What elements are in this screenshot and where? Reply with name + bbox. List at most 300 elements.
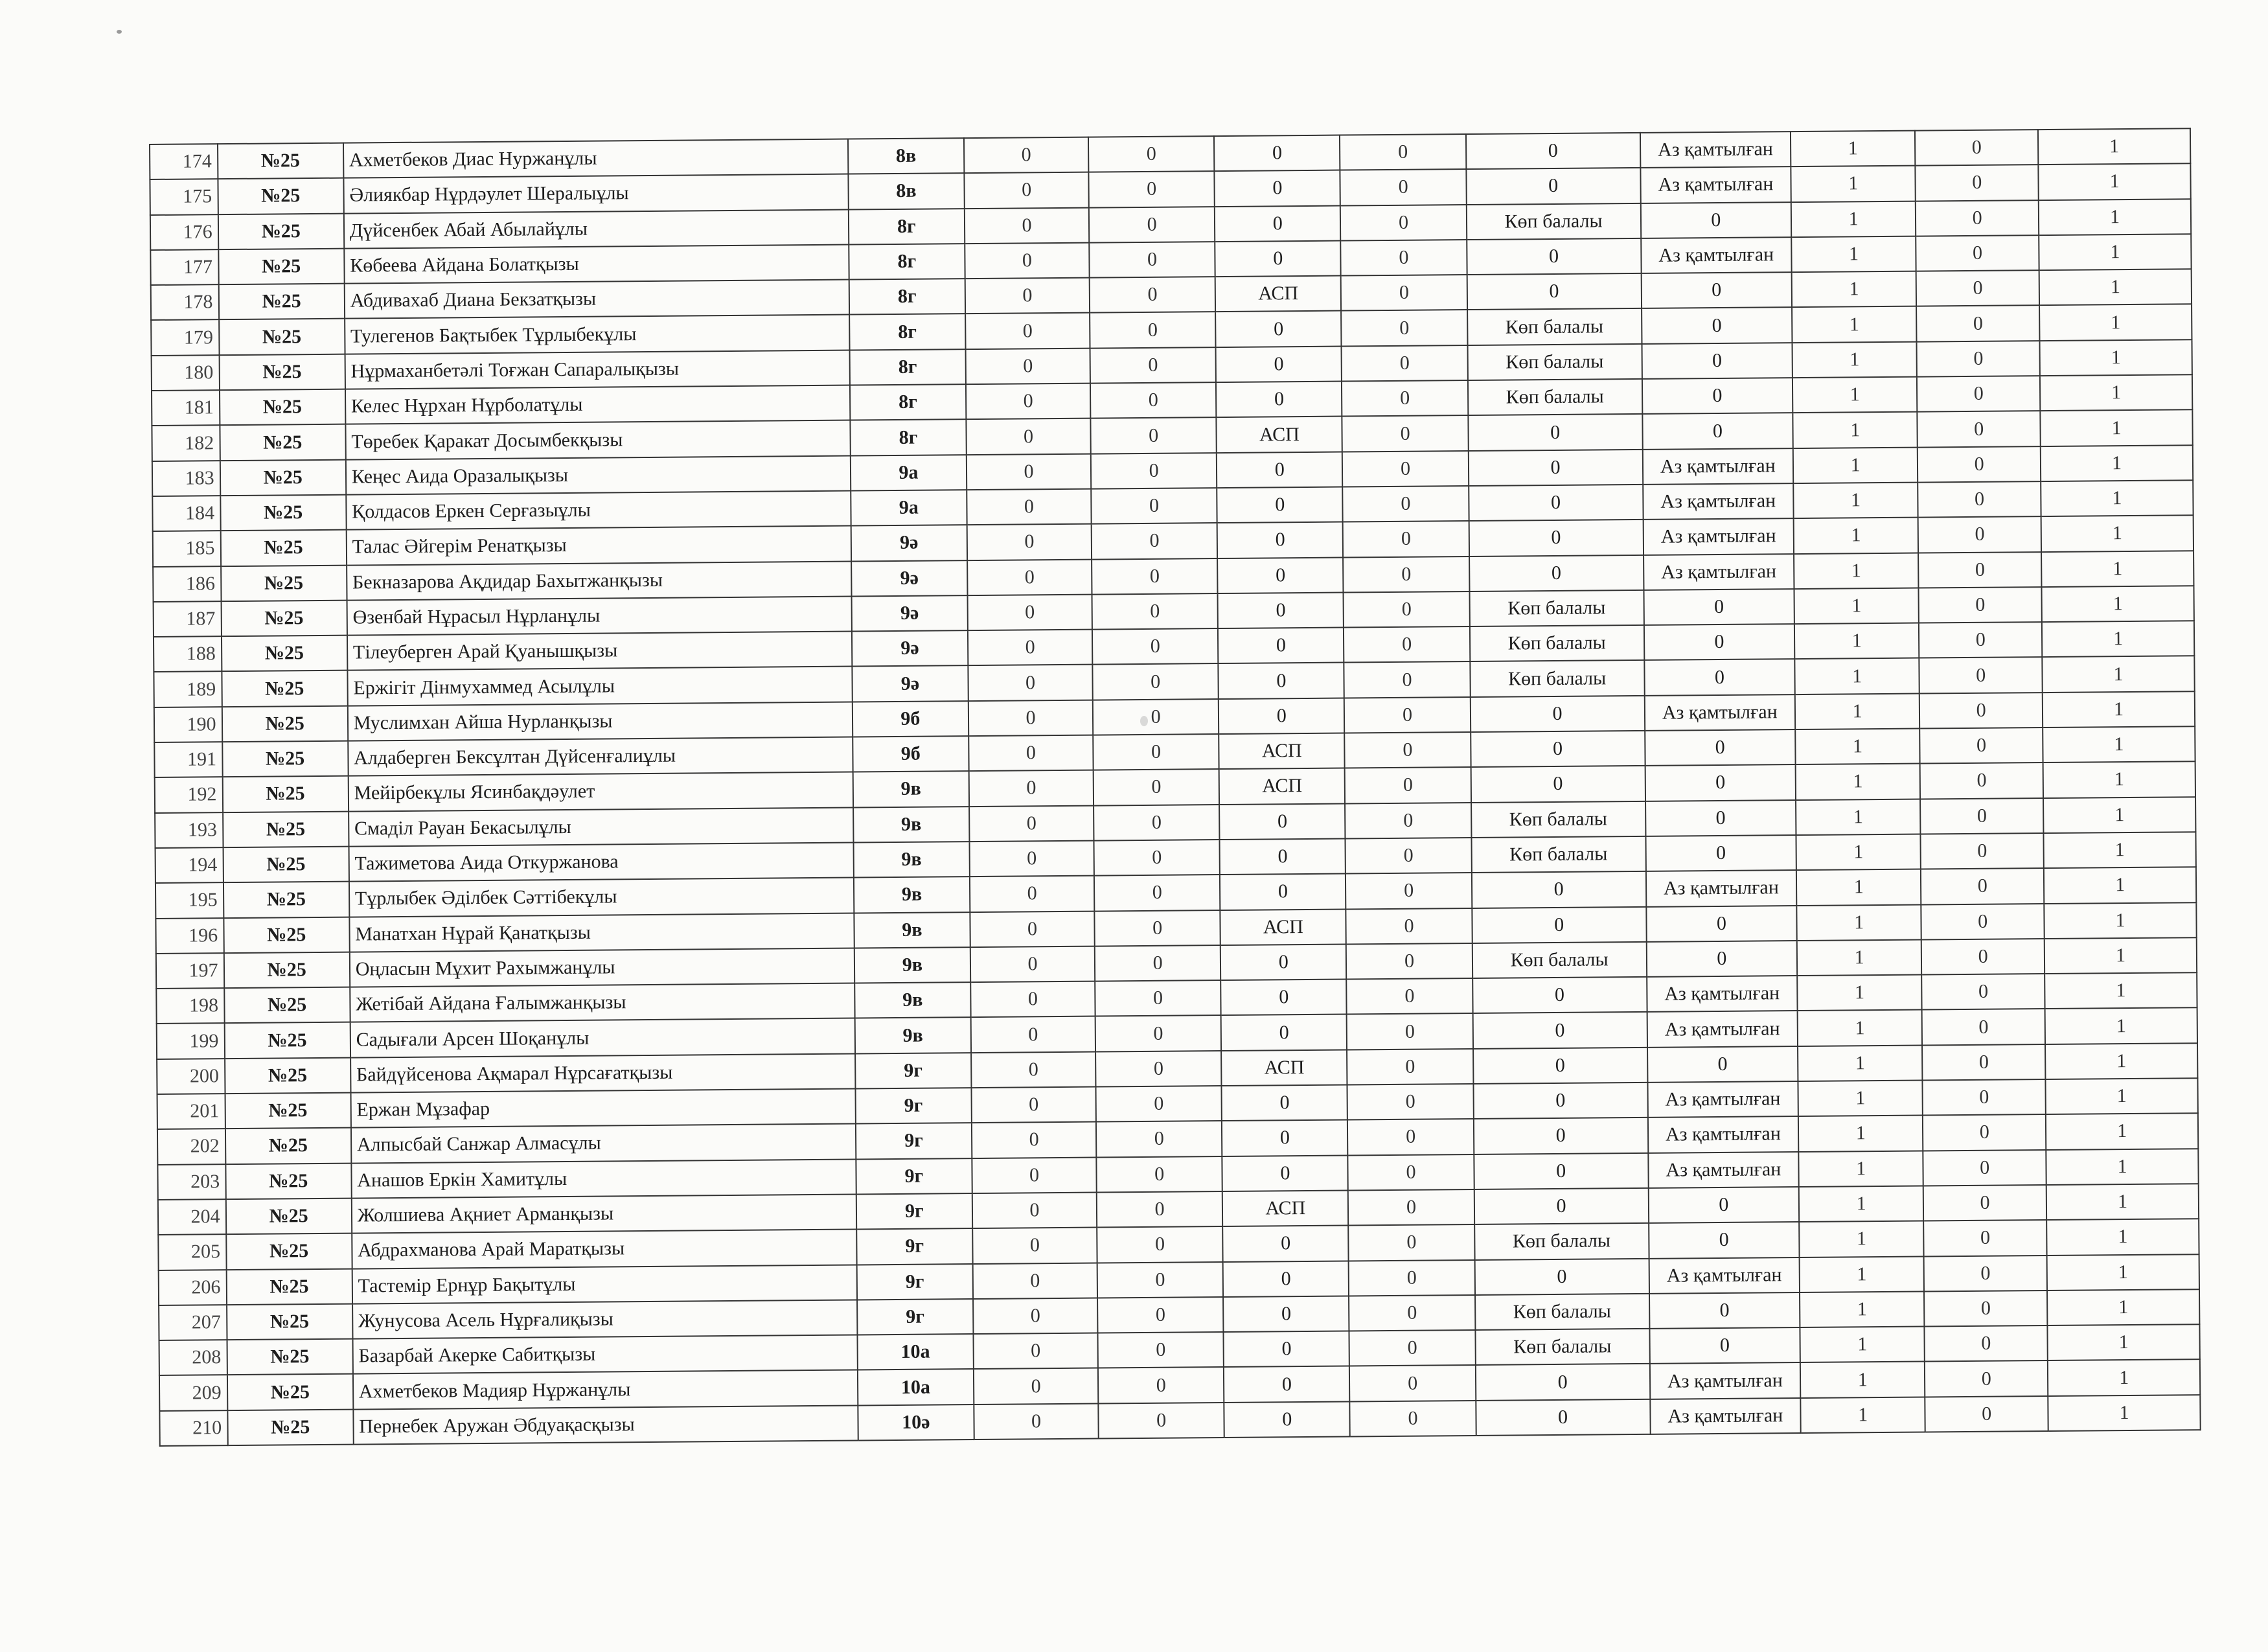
student-name-cell: Байдүйсенова Ақмарал Нұрсағатқызы <box>350 1053 855 1092</box>
student-name-cell: Пернебек Аружан Әбдуақасқызы <box>353 1405 858 1444</box>
category-cell: Көп балалы <box>1472 942 1646 978</box>
value-cell: АСП <box>1219 733 1345 770</box>
class-cell: 8г <box>850 419 967 455</box>
row-number-cell: 201 <box>157 1094 225 1129</box>
value-cell: 0 <box>1921 939 2045 975</box>
class-cell: 8г <box>849 314 966 350</box>
category-cell: 0 <box>1645 800 1796 836</box>
value-cell: 0 <box>1917 376 2040 412</box>
row-number-cell: 174 <box>150 144 218 179</box>
category-cell: 0 <box>1474 1188 1648 1224</box>
value-cell: 1 <box>1798 1045 1922 1081</box>
value-cell: 1 <box>1795 693 1919 729</box>
category-cell: 0 <box>1649 1327 1800 1364</box>
value-cell: 1 <box>1796 799 1920 835</box>
value-cell: 1 <box>1794 553 1918 589</box>
value-cell: 0 <box>970 911 1094 947</box>
student-name-cell: Жетібай Айдана Ғалымжанқызы <box>350 983 854 1022</box>
student-roster-table <box>149 128 2201 1447</box>
category-cell: 0 <box>1466 133 1640 169</box>
value-cell: 0 <box>1916 306 2039 342</box>
value-cell: 0 <box>1923 1114 2046 1151</box>
category-cell: Аз қамтылған <box>1644 694 1795 731</box>
student-name-cell: Төребек Қаракат Досымбекқызы <box>345 420 850 459</box>
value-cell: 0 <box>1344 661 1471 698</box>
value-cell: 0 <box>1342 310 1468 347</box>
school-number-cell: №25 <box>219 354 345 390</box>
value-cell: АСП <box>1220 909 1347 945</box>
school-number-cell: №25 <box>225 1057 351 1094</box>
value-cell: 1 <box>2045 1008 2197 1044</box>
value-cell: 0 <box>1919 728 2043 764</box>
value-cell: 0 <box>1097 1262 1224 1298</box>
school-number-cell: №25 <box>220 424 346 461</box>
value-cell: 0 <box>1919 622 2042 658</box>
value-cell: 0 <box>971 1087 1095 1123</box>
value-cell: 0 <box>1222 1226 1349 1262</box>
value-cell: 0 <box>1096 1121 1222 1157</box>
category-cell: 0 <box>1646 941 1797 977</box>
class-cell: 10а <box>858 1369 974 1405</box>
value-cell: 0 <box>1925 1360 2048 1397</box>
value-cell: 1 <box>1791 131 1915 167</box>
value-cell: 0 <box>1342 451 1469 487</box>
value-cell: 0 <box>965 207 1089 244</box>
value-cell: 0 <box>1097 1191 1223 1228</box>
value-cell: 1 <box>1800 1362 1925 1398</box>
value-cell: 0 <box>1344 626 1470 663</box>
value-cell: 0 <box>1345 767 1471 803</box>
value-cell: 0 <box>1347 978 1473 1015</box>
value-cell: 0 <box>1343 521 1469 557</box>
value-cell: 0 <box>967 453 1091 490</box>
value-cell: 0 <box>1098 1332 1224 1368</box>
value-cell: 0 <box>1917 341 2040 377</box>
value-cell: 0 <box>1092 593 1219 630</box>
value-cell: 0 <box>1220 838 1346 875</box>
value-cell: 0 <box>1344 591 1470 628</box>
school-number-cell: №25 <box>220 530 347 566</box>
value-cell: 1 <box>1799 1221 1923 1257</box>
school-number-cell: №25 <box>227 1374 353 1410</box>
category-cell: Көп балалы <box>1470 660 1644 696</box>
value-cell: 1 <box>2042 656 2194 693</box>
category-cell: Аз қамтылған <box>1649 1362 1800 1399</box>
school-number-cell: №25 <box>220 495 347 531</box>
value-cell: 1 <box>2046 1078 2198 1114</box>
value-cell: 0 <box>1098 1403 1224 1439</box>
value-cell: 0 <box>970 876 1094 912</box>
student-name-cell: Тажиметова Аида Откуржанова <box>349 842 853 881</box>
row-number-cell: 195 <box>155 882 223 918</box>
school-number-cell: №25 <box>223 882 350 918</box>
value-cell: 0 <box>966 384 1090 420</box>
school-number-cell: №25 <box>226 1268 352 1305</box>
row-number-cell: 183 <box>152 461 220 496</box>
value-cell: 1 <box>2046 1114 2198 1150</box>
row-number-cell: 187 <box>154 601 222 637</box>
value-cell: 0 <box>1224 1331 1350 1368</box>
value-cell: 1 <box>2044 902 2196 939</box>
student-name-cell: Жунусова Асель Нұрғалиқызы <box>352 1300 857 1338</box>
school-number-cell: №25 <box>222 671 348 707</box>
row-number-cell: 181 <box>152 390 220 426</box>
category-cell: 0 <box>1471 731 1645 767</box>
value-cell: 0 <box>1218 628 1344 664</box>
value-cell: 1 <box>2039 234 2191 270</box>
row-number-cell: 180 <box>152 355 220 391</box>
school-number-cell: №25 <box>223 917 350 953</box>
school-number-cell: №25 <box>221 600 347 636</box>
category-cell: 0 <box>1645 729 1796 766</box>
value-cell: 1 <box>1798 1081 1923 1117</box>
value-cell: 0 <box>1346 943 1472 980</box>
category-cell: 0 <box>1468 450 1642 486</box>
value-cell: 0 <box>1219 663 1345 699</box>
value-cell: 1 <box>1791 166 1916 202</box>
value-cell: 1 <box>1794 658 1919 694</box>
row-number-cell: 188 <box>154 636 222 672</box>
value-cell: 0 <box>968 665 1092 701</box>
value-cell: 1 <box>2043 726 2195 763</box>
value-cell: 0 <box>968 630 1092 666</box>
value-cell: 0 <box>966 348 1090 384</box>
value-cell: 0 <box>972 1157 1096 1193</box>
class-cell: 9в <box>853 842 970 878</box>
value-cell: 1 <box>1800 1327 1925 1363</box>
value-cell: 1 <box>2046 1184 2199 1220</box>
value-cell: 0 <box>1923 1185 2046 1221</box>
category-cell: Аз қамтылған <box>1640 132 1791 168</box>
row-number-cell: 192 <box>155 777 223 812</box>
value-cell: 0 <box>1095 1051 1222 1087</box>
value-cell: 0 <box>1219 803 1346 840</box>
value-cell: 0 <box>1094 875 1220 911</box>
student-name-cell: Оңласын Мұхит Рахымжанұлы <box>350 948 854 987</box>
value-cell: 0 <box>965 278 1090 314</box>
value-cell: 1 <box>2040 410 2192 446</box>
class-cell: 9ә <box>851 560 968 597</box>
value-cell: 0 <box>1347 1119 1474 1155</box>
value-cell: АСП <box>1215 276 1342 312</box>
value-cell: 0 <box>1916 165 2039 201</box>
student-name-cell: Манатхан Нұрай Қанатқызы <box>349 913 854 952</box>
class-cell: 9г <box>856 1158 972 1195</box>
value-cell: 1 <box>1796 834 1921 870</box>
value-cell: 1 <box>1799 1186 1923 1222</box>
category-cell: 0 <box>1642 308 1793 344</box>
value-cell: 0 <box>965 242 1089 279</box>
school-number-cell: №25 <box>224 987 350 1024</box>
school-number-cell: №25 <box>225 1163 352 1199</box>
value-cell: 0 <box>969 770 1094 807</box>
row-number-cell: 189 <box>154 672 222 707</box>
category-cell: 0 <box>1474 1118 1648 1154</box>
row-number-cell: 193 <box>155 812 223 848</box>
value-cell: 1 <box>1794 518 1918 554</box>
class-cell: 8г <box>849 209 965 245</box>
value-cell: АСП <box>1222 1190 1349 1226</box>
value-cell: 0 <box>1090 417 1217 453</box>
student-name-cell: Әлиякбар Нұрдәулет Шералыұлы <box>343 174 848 213</box>
value-cell: 0 <box>1347 1084 1474 1120</box>
row-number-cell: 182 <box>152 426 220 461</box>
value-cell: 0 <box>1924 1256 2047 1292</box>
student-name-cell: Жолшиева Ақниет Арманқызы <box>352 1194 856 1233</box>
value-cell: 0 <box>1919 587 2042 623</box>
value-cell: 0 <box>965 313 1090 349</box>
value-cell: 0 <box>1348 1189 1474 1226</box>
category-cell: 0 <box>1473 1083 1647 1119</box>
value-cell: 0 <box>1920 798 2043 834</box>
class-cell: 9ә <box>851 525 967 561</box>
value-cell: 0 <box>1090 347 1217 384</box>
school-number-cell: №25 <box>222 636 348 672</box>
category-cell: Аз қамтылған <box>1642 448 1793 485</box>
class-cell: 9г <box>856 1193 972 1230</box>
value-cell: 0 <box>968 735 1093 772</box>
category-cell: Аз қамтылған <box>1645 870 1796 906</box>
value-cell: 1 <box>2048 1324 2200 1360</box>
value-cell: 1 <box>2041 551 2194 587</box>
class-cell: 9ә <box>852 630 968 667</box>
category-cell: 0 <box>1472 906 1646 943</box>
class-cell: 8г <box>850 384 967 420</box>
student-name-cell: Ахметбеков Диас Нуржанұлы <box>343 139 848 178</box>
category-cell: 0 <box>1468 414 1642 450</box>
value-cell: 0 <box>1220 874 1346 910</box>
value-cell: 0 <box>1215 170 1341 207</box>
school-number-cell: №25 <box>225 1128 352 1164</box>
category-cell: Аз қамтылған <box>1641 237 1792 273</box>
value-cell: 1 <box>2039 164 2191 200</box>
value-cell: 0 <box>1918 446 2041 483</box>
value-cell: 0 <box>1095 980 1221 1016</box>
value-cell: 1 <box>2046 1149 2198 1185</box>
value-cell: 0 <box>1097 1226 1223 1263</box>
value-cell: 1 <box>2047 1254 2199 1291</box>
value-cell: 0 <box>972 1192 1097 1228</box>
student-name-cell: Ержігіт Дінмухаммед Асылұлы <box>347 667 852 706</box>
class-cell: 9в <box>854 912 970 948</box>
value-cell: 1 <box>2038 128 2190 165</box>
category-cell: Аз қамтылған <box>1647 1011 1798 1047</box>
value-cell: 0 <box>974 1368 1098 1405</box>
value-cell: 0 <box>1915 130 2038 166</box>
value-cell: 1 <box>2043 762 2195 798</box>
row-number-cell: 178 <box>151 284 219 320</box>
school-number-cell: №25 <box>220 459 346 496</box>
class-cell: 9г <box>857 1299 974 1335</box>
category-cell: Көп балалы <box>1474 1223 1649 1259</box>
value-cell: 0 <box>1094 910 1220 946</box>
student-name-cell: Анашов Еркін Хамитұлы <box>351 1159 856 1198</box>
value-cell: 1 <box>2048 1360 2200 1396</box>
class-cell: 9г <box>856 1123 972 1159</box>
category-cell: 0 <box>1473 1048 1647 1084</box>
value-cell: 0 <box>1925 1325 2048 1362</box>
category-cell: 0 <box>1466 168 1640 204</box>
value-cell: 1 <box>1792 306 1916 343</box>
value-cell: 0 <box>1918 516 2041 553</box>
student-name-cell: Кеңес Аида Оразалықызы <box>346 455 851 494</box>
school-number-cell: №25 <box>219 319 345 355</box>
class-cell: 9в <box>854 982 971 1018</box>
class-cell: 10а <box>857 1334 974 1370</box>
value-cell: 1 <box>2042 586 2194 622</box>
value-cell: 0 <box>967 559 1092 595</box>
value-cell: 0 <box>1923 1150 2046 1186</box>
value-cell: 1 <box>1797 975 1921 1011</box>
category-cell: 0 <box>1472 871 1646 908</box>
category-cell: Көп балалы <box>1471 801 1645 838</box>
school-number-cell: №25 <box>222 776 349 812</box>
value-cell: 0 <box>1092 558 1218 595</box>
student-name-cell: Садығали Арсен Шоқанұлы <box>350 1018 854 1057</box>
value-cell: 0 <box>1349 1330 1476 1366</box>
class-cell: 10ә <box>858 1405 974 1441</box>
value-cell: 0 <box>1349 1365 1476 1401</box>
row-number-cell: 185 <box>153 531 221 566</box>
category-cell: Аз қамтылған <box>1640 166 1791 203</box>
row-number-cell: 205 <box>158 1234 226 1270</box>
category-cell: 0 <box>1467 238 1641 275</box>
value-cell: 0 <box>1093 734 1219 770</box>
class-cell: 9а <box>851 455 967 491</box>
value-cell: 0 <box>1098 1367 1224 1403</box>
value-cell: 0 <box>1918 481 2041 518</box>
value-cell: 0 <box>1222 1085 1348 1121</box>
value-cell: 0 <box>1224 1366 1350 1403</box>
category-cell: 0 <box>1649 1292 1800 1329</box>
school-number-cell: №25 <box>223 847 349 883</box>
value-cell: 0 <box>1921 974 2045 1010</box>
category-cell: Аз қамтылған <box>1648 1152 1799 1188</box>
school-number-cell: №25 <box>220 389 346 426</box>
value-cell: 0 <box>1097 1297 1224 1333</box>
value-cell: АСП <box>1219 768 1346 805</box>
category-cell: 0 <box>1474 1258 1649 1294</box>
value-cell: 1 <box>2039 199 2191 235</box>
value-cell: 1 <box>1793 377 1917 413</box>
value-cell: 0 <box>1342 380 1468 417</box>
student-name-cell: Тастемір Ернұр Бақытұлы <box>352 1265 856 1303</box>
value-cell: 0 <box>1222 1155 1349 1191</box>
class-cell: 9г <box>855 1053 972 1089</box>
school-number-cell: №25 <box>218 249 345 285</box>
row-number-cell: 186 <box>153 566 221 602</box>
value-cell: 0 <box>1223 1261 1349 1297</box>
value-cell: 0 <box>1922 1044 2045 1081</box>
value-cell: 1 <box>2039 269 2192 305</box>
student-name-cell: Өзенбай Нұрасыл Нұрланұлы <box>347 596 851 635</box>
value-cell: 1 <box>1792 271 1916 308</box>
value-cell: 1 <box>2046 1219 2199 1255</box>
value-cell: 0 <box>1091 453 1217 489</box>
value-cell: 0 <box>1215 240 1341 277</box>
value-cell: 0 <box>972 1122 1096 1158</box>
category-cell: 0 <box>1467 273 1641 310</box>
value-cell: 0 <box>1923 1079 2046 1116</box>
value-cell: 1 <box>1800 1256 1924 1292</box>
row-number-cell: 175 <box>150 179 218 214</box>
class-cell: 9в <box>854 877 970 913</box>
category-cell: 0 <box>1644 624 1794 660</box>
value-cell: 0 <box>972 1228 1097 1264</box>
value-cell: 0 <box>973 1263 1097 1299</box>
row-number-cell: 203 <box>157 1164 225 1200</box>
row-number-cell: 191 <box>154 742 222 777</box>
value-cell: 0 <box>1090 382 1217 419</box>
category-cell: 0 <box>1469 555 1644 591</box>
school-number-cell: №25 <box>221 565 347 601</box>
category-cell: 0 <box>1472 977 1647 1013</box>
value-cell: 0 <box>1918 411 2041 447</box>
value-cell: 0 <box>1219 698 1345 734</box>
value-cell: 0 <box>968 700 1093 736</box>
value-cell: 0 <box>1088 171 1215 207</box>
value-cell: 1 <box>1796 764 1920 800</box>
row-number-cell: 176 <box>150 214 218 250</box>
school-number-cell: №25 <box>218 143 344 179</box>
school-number-cell: №25 <box>222 741 349 777</box>
value-cell: 0 <box>970 981 1095 1018</box>
value-cell: 0 <box>1349 1224 1475 1261</box>
value-cell: 1 <box>1794 588 1919 624</box>
student-name-cell: Ержан Мұзафар <box>350 1088 855 1127</box>
category-cell: Көп балалы <box>1468 379 1642 415</box>
value-cell: 0 <box>1346 908 1472 945</box>
value-cell: 0 <box>1343 486 1469 522</box>
value-cell: 1 <box>2044 867 2196 903</box>
value-cell: 0 <box>1350 1401 1476 1437</box>
value-cell: 1 <box>1793 447 1918 483</box>
value-cell: 1 <box>2040 339 2192 376</box>
value-cell: 0 <box>1921 868 2044 904</box>
value-cell: 0 <box>1919 658 2043 694</box>
row-number-cell: 190 <box>154 707 222 742</box>
value-cell: 0 <box>1089 207 1215 243</box>
student-name-cell: Келес Нұрхан Нұрболатұлы <box>345 385 850 424</box>
value-cell: 0 <box>1346 803 1472 839</box>
value-cell: 0 <box>1095 1015 1222 1051</box>
value-cell: 0 <box>1348 1154 1474 1191</box>
row-number-cell: 207 <box>159 1305 227 1340</box>
value-cell: 0 <box>1918 552 2041 588</box>
row-number-cell: 209 <box>159 1375 227 1411</box>
student-name-cell: Нұрмаханбетәлі Тоғжан Сапаралықызы <box>345 350 849 389</box>
value-cell: 0 <box>1217 452 1343 488</box>
class-cell: 9а <box>851 490 967 526</box>
row-number-cell: 194 <box>155 847 223 883</box>
student-name-cell: Мейірбекұлы Ясинбақдәулет <box>348 772 853 811</box>
value-cell: 0 <box>969 805 1094 842</box>
value-cell: 0 <box>1342 345 1468 382</box>
value-cell: 0 <box>1223 1296 1349 1332</box>
value-cell: 0 <box>1346 873 1472 909</box>
value-cell: 0 <box>1090 312 1216 349</box>
value-cell: АСП <box>1221 1050 1347 1086</box>
category-cell: 0 <box>1644 660 1795 696</box>
category-cell: 0 <box>1476 1399 1650 1436</box>
value-cell: 0 <box>1921 833 2044 869</box>
category-cell: Көп балалы <box>1475 1294 1649 1330</box>
value-cell: 1 <box>1800 1397 1925 1433</box>
value-cell: 0 <box>1341 275 1467 311</box>
row-number-cell: 196 <box>155 918 223 954</box>
value-cell: 0 <box>1091 488 1217 524</box>
class-cell: 8в <box>848 173 965 209</box>
